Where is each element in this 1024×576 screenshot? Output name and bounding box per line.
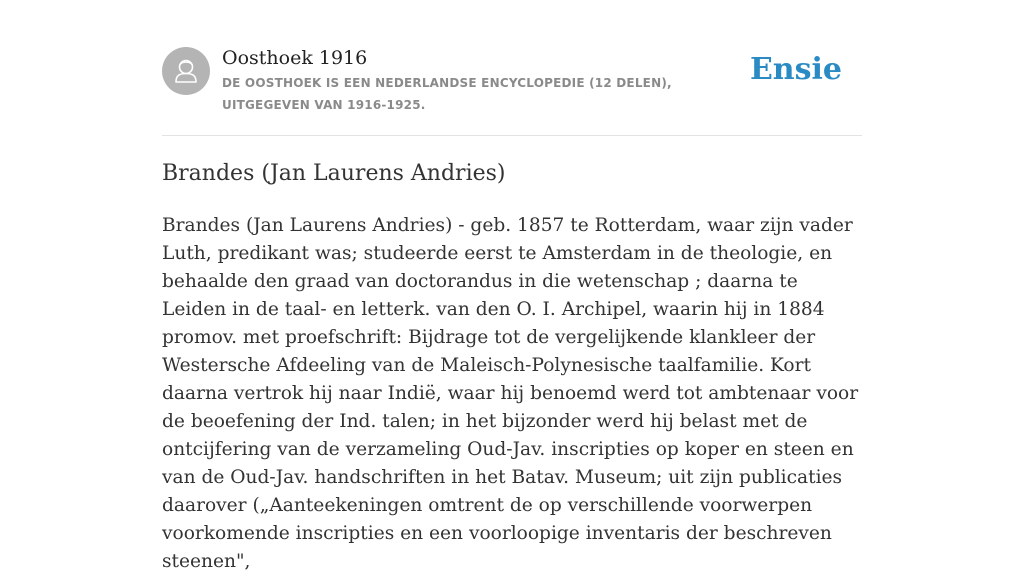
ensie-logo[interactable]: Ensie bbox=[749, 52, 842, 87]
article-body: Brandes (Jan Laurens Andries) - geb. 1857 te Rotterdam, waar zijn vader Luth, predikant was; studeerde eerst te Amsterdam in de theologie, en behaalde den graad van doctorandus in die wetenschap ; daarna te Leiden in de taal- en letterk. van den O. I. Archipel, waarin hij in 1884 promov. met proefschrift: Bijdrage tot de vergelijkende klankleer der Westersche Afdeeling van de Maleisch-Polynesische taalfamilie. Kort daarna vertrok hij naar Indië, waar hij benoemd werd tot ambtenaar voor de beoefening der Ind. talen; in het bijzonder werd hij belast met de ontcijfering van de verzameling Oud-Jav. inscripties op koper en steen en van de Oud-Jav. handschriften in het Batav. Museum; uit zijn publicaties daarover („Aanteekeningen omtrent de op verschillende voorwerpen voorkomende inscripties en een voorloopige inventaris der beschreven steenen", bbox=[162, 215, 859, 572]
divider bbox=[162, 135, 862, 136]
source-header bbox=[162, 46, 862, 116]
article-title: Brandes (Jan Laurens Andries) bbox=[162, 161, 506, 186]
source-title[interactable]: Oosthoek 1916 bbox=[222, 47, 368, 69]
user-silhouette-icon bbox=[162, 47, 210, 95]
avatar[interactable] bbox=[162, 47, 210, 95]
source-description: DE OOSTHOEK IS EEN NEDERLANDSE ENCYCLOPEDIE (12 DELEN), UITGEGEVEN VAN 1916-1925. bbox=[222, 76, 672, 112]
